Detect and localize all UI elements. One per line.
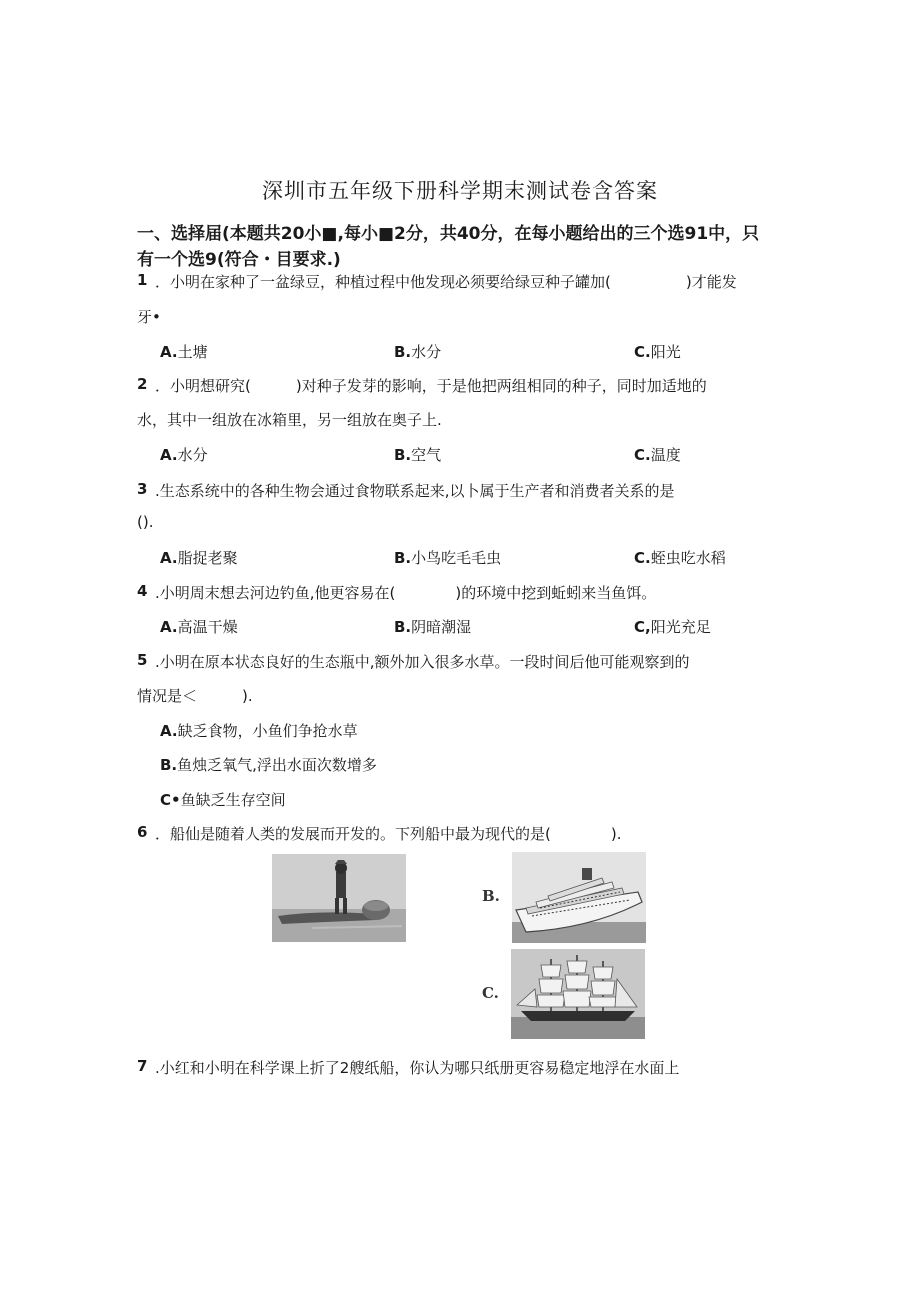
option-label: C. (634, 343, 651, 361)
option-label: A. (160, 722, 178, 740)
option-label: A. (160, 549, 178, 567)
question-number: 2 (137, 375, 148, 393)
cruise-ship-photo[interactable] (512, 852, 646, 943)
question-number: 3 (137, 480, 148, 498)
question-text: .小明在原本状态良好的生态瓶中,额外加入很多水草。一段时间后他可能观察到的 (155, 653, 690, 671)
section-heading-line-1: 一、选择届(本题共20小■,每小■2分，共40分，在每小题给出的三个选91中，只 (137, 224, 760, 244)
question-text: ．小明想研究( )对种子发芽的影响，于是他把两组相同的种子，同时加适地的 (155, 377, 707, 395)
image-label-b: B. (482, 887, 500, 905)
sailing-ship-photo[interactable] (511, 949, 645, 1039)
image-label-c: C. (482, 984, 499, 1002)
option-c[interactable] (634, 547, 726, 568)
option-text: 高温干燥 (177, 618, 238, 636)
question-number: 7 (137, 1057, 148, 1075)
question-text: 水，其中一组放在冰箱里，另一组放在奥子上. (137, 411, 442, 429)
page-title: 深圳市五年级下册科学期末测试卷含答案 (262, 179, 658, 203)
option-text: 鱼缺乏生存空间 (180, 791, 286, 809)
option-text: 鱼烛乏氧气,浮出水面次数增多 (177, 756, 377, 774)
option-label: A. (160, 618, 178, 636)
option-c[interactable] (634, 341, 681, 362)
question-number: 6 (137, 823, 148, 841)
question-text: .生态系统中的各种生物会通过食物联系起来,以卜属于生产者和消费者关系的是 (155, 482, 675, 500)
option-b[interactable] (394, 341, 441, 362)
option-text: 土塘 (177, 343, 208, 361)
option-a[interactable] (160, 444, 208, 465)
option-c[interactable] (160, 789, 286, 810)
option-label: C. (634, 549, 651, 567)
option-a[interactable] (160, 547, 238, 568)
option-b[interactable] (160, 754, 377, 775)
option-b[interactable] (394, 547, 501, 568)
question-number: 1 (137, 271, 148, 289)
option-text: 阳光 (650, 343, 681, 361)
option-text: 阴暗潮湿 (411, 618, 472, 636)
cruise-ship-drawing (512, 852, 646, 943)
option-label: B. (394, 549, 412, 567)
option-label: A. (160, 343, 178, 361)
question-number: 4 (137, 582, 148, 600)
option-c[interactable] (634, 616, 711, 637)
raft-photo[interactable] (272, 854, 406, 942)
option-text: 蛭虫吃水稻 (650, 549, 726, 567)
option-text: 小鸟吃毛毛虫 (411, 549, 502, 567)
option-label: C. (634, 446, 651, 464)
question-text: 情况是＜ ). (137, 687, 253, 705)
option-text: 温度 (650, 446, 681, 464)
question-text: ．船仙是随着人类的发展而开发的。下列船中最为现代的是( ). (155, 825, 622, 843)
option-a[interactable] (160, 341, 208, 362)
option-label: A. (160, 446, 178, 464)
option-a[interactable] (160, 616, 238, 637)
question-text: 牙• (137, 308, 161, 326)
option-a[interactable] (160, 720, 358, 741)
sailing-ship-drawing (511, 949, 645, 1039)
option-label: B. (394, 446, 412, 464)
section-heading-line-2: 有一个选9(符合・目要求.) (137, 250, 341, 270)
raft-photo-drawing (272, 854, 406, 942)
option-text: 缺乏食物，小鱼们争抢水草 (177, 722, 358, 740)
question-text: (). (137, 513, 154, 531)
option-text: 水分 (411, 343, 442, 361)
option-label: C• (160, 791, 181, 809)
option-text: 脂捉老聚 (177, 549, 238, 567)
question-number: 5 (137, 651, 148, 669)
option-label: C, (634, 618, 651, 636)
option-b[interactable] (394, 444, 441, 465)
option-text: 阳光充足 (650, 618, 711, 636)
option-text: 水分 (177, 446, 208, 464)
option-c[interactable] (634, 444, 681, 465)
option-label: B. (394, 618, 412, 636)
option-b[interactable] (394, 616, 471, 637)
option-text: 空气 (411, 446, 442, 464)
question-text: .小明周末想去河边钓鱼,他更容易在( )的环境中挖到蚯蚓来当鱼饵。 (155, 584, 657, 602)
option-label: B. (160, 756, 178, 774)
option-label: B. (394, 343, 412, 361)
question-text: ．小明在家种了一盆绿豆，种植过程中他发现必须要给绿豆种子罐加( )才能发 (155, 273, 737, 291)
question-text: .小红和小明在科学课上折了2艘纸船，你认为哪只纸册更容易稳定地浮在水面上 (155, 1059, 680, 1077)
